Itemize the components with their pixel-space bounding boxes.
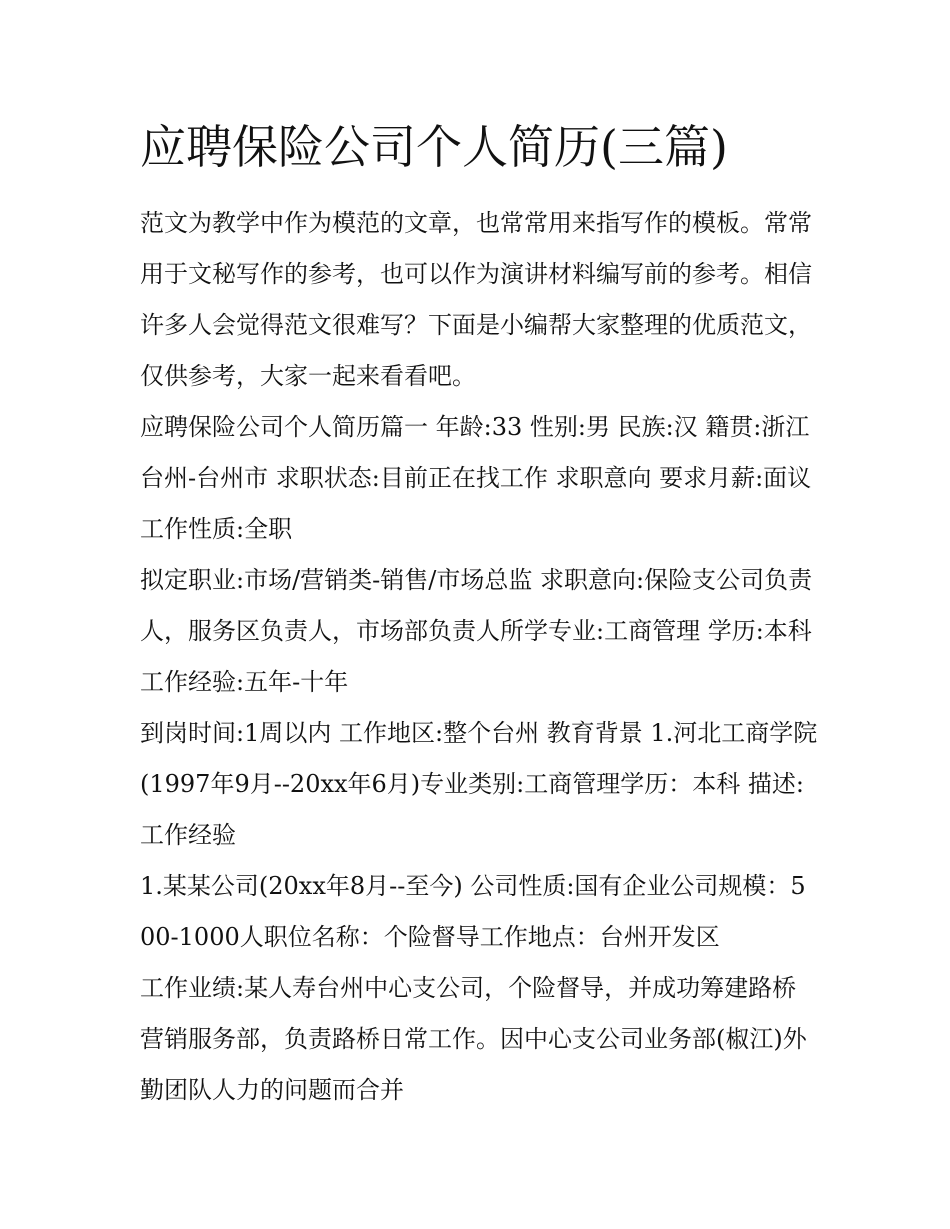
paragraph-career-intent: 拟定职业:市场/营销类-销售/市场总监 求职意向:保险支公司负责人，服务区负责人，市场部负责人所学专业:工商管理 学历:本科 工作经验:五年-十年 [140,566,813,696]
paragraph-basic-info: 应聘保险公司个人简历篇一 年龄:33 性别:男 民族:汉 籍贯:浙江台州-台州市 求职状态:目前正在找工作 求职意向 要求月薪:面议 工作性质:全职 [140,413,812,543]
paragraph-work-experience: 1.某某公司(20xx年8月--至今) 公司性质:国有企业公司规模：500-1000人职位名称：个险督导工作地点：台州开发区 [140,872,806,951]
paragraph-education: 到岗时间:1周以内 工作地区:整个台州 教育背景 1.河北工商学院(1997年9月--20xx年6月)专业类别:工商管理学历：本科 描述: 工作经验 [140,719,818,849]
document-title: 应聘保险公司个人简历(三篇) [140,120,728,174]
document-body [140,198,820,1116]
paragraph-intro: 范文为教学中作为模范的文章，也常常用来指写作的模板。常常用于文秘写作的参考，也可以作为演讲材料编写前的参考。相信许多人会觉得范文很难写？下面是小编帮大家整理的优质范文，仅供参考，大家一起来看看吧。 [140,209,812,390]
paragraph-achievements: 工作业绩:某人寿台州中心支公司，个险督导，并成功筹建路桥营销服务部，负责路桥日常工作。因中心支公司业务部(椒江)外勤团队人力的问题而合并 [140,974,807,1104]
